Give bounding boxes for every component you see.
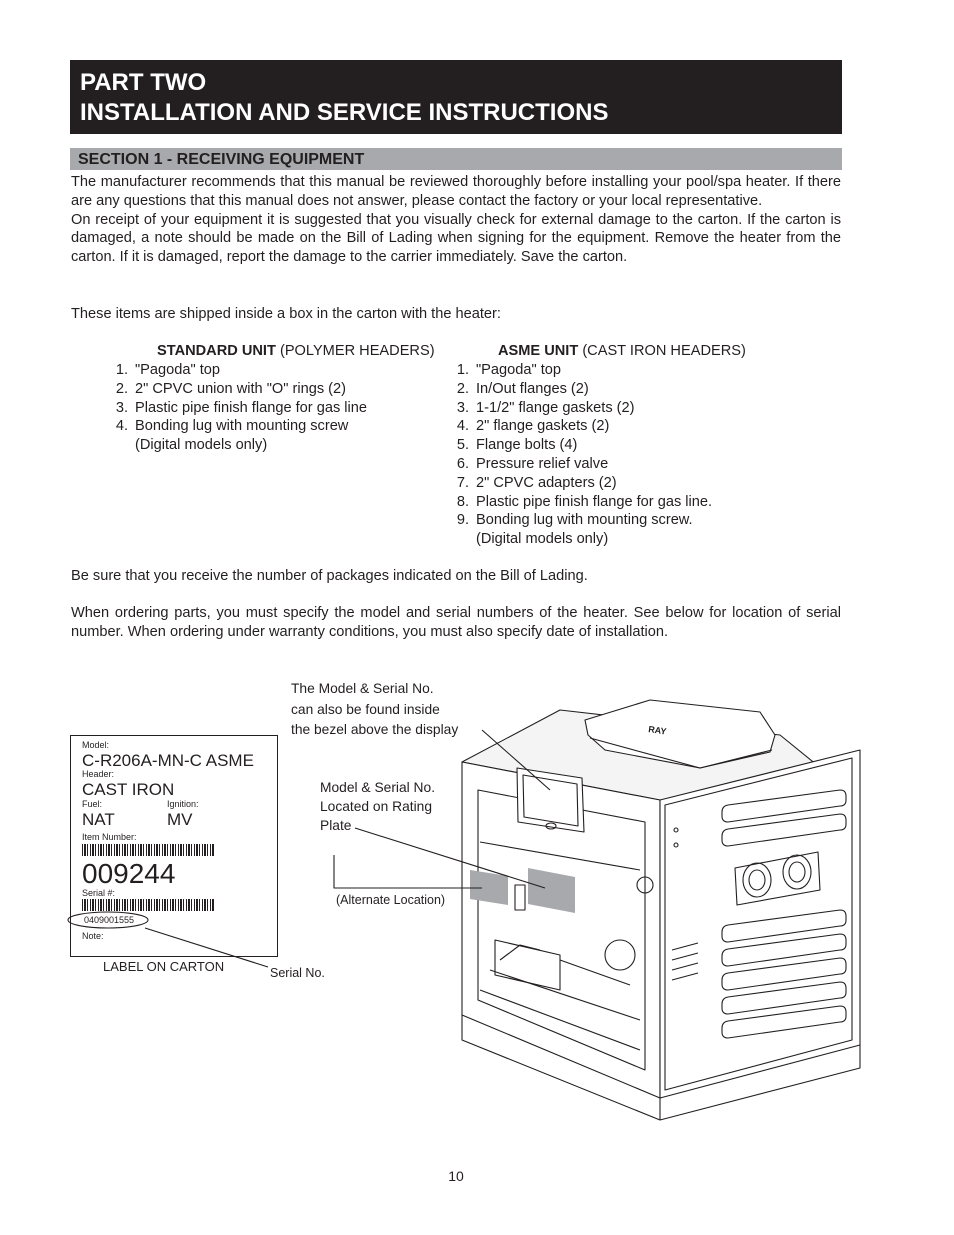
asme-unit-title-bold: ASME UNIT [498, 343, 579, 359]
list-item-text: Bonding lug with mounting screw [135, 418, 349, 435]
list-item-text: Flange bolts (4) [476, 437, 578, 454]
list-item-text: Plastic pipe finish flange for gas line. [476, 493, 713, 510]
paragraph-1: The manufacturer recommends that this manual be reviewed thoroughly before installing your pool/spa heater. If there are any questions that this manual does not answer, please contact the factory or your local representative. [71, 174, 841, 209]
list-item-text: "Pagoda" top [135, 362, 221, 378]
list-item-text: (Digital models only) [476, 531, 609, 548]
list-item-number: 2. [115, 380, 128, 397]
alternate-location-caption: (Alternate Location) [336, 893, 446, 907]
plate-callout-line-2: Located on Rating [320, 799, 432, 814]
list-item-text: In/Out flanges (2) [476, 380, 589, 397]
paragraph-4: Be sure that you receive the number of packages indicated on the Bill of Lading. [71, 568, 588, 584]
list-item-text: Plastic pipe finish flange for gas line [135, 399, 368, 416]
list-item-text: Pressure relief valve [476, 455, 609, 472]
list-item-number: 4. [115, 418, 128, 435]
list-item-number: 5. [456, 437, 469, 454]
section-title: SECTION 1 - RECEIVING EQUIPMENT [70, 148, 842, 170]
list-item-text: "Pagoda" top [476, 362, 562, 378]
asme-unit-title-rest: (CAST IRON HEADERS) [578, 343, 746, 359]
standard-unit-title-rest: (POLYMER HEADERS) [275, 343, 435, 359]
list-item-number: 7. [456, 474, 469, 491]
paragraph-5: When ordering parts, you must specify the model and serial numbers of the heater. See below for location of serial number. When ordering under warranty conditions, you must also specify date of installation. [71, 605, 841, 640]
list-item-text: 2" flange gaskets (2) [476, 418, 610, 435]
plate-callout-line-1: Model & Serial No. [320, 780, 436, 795]
list-item-text: Bonding lug with mounting screw. [476, 512, 693, 529]
label-ignition-caption: Ignition: [167, 799, 199, 809]
list-item-text: 2" CPVC union with "O" rings (2) [135, 380, 347, 397]
label-fuel-value: NAT [82, 810, 115, 829]
list-item-number: 3. [456, 399, 469, 416]
banner-line-1: PART TWO [80, 69, 207, 96]
label-on-carton-caption: LABEL ON CARTON [103, 959, 225, 974]
label-note-caption: Note: [82, 931, 104, 941]
label-header-caption: Header: [82, 769, 115, 779]
serial-highlight-ellipse [68, 912, 148, 928]
paragraph-2: On receipt of your equipment it is suggested that you visually check for external damage to the carton. If the carton is damaged, a note should be made on the Bill of Lading when signing for the equipment. Remove the heater from the carton. If it is damaged, report the damage to the carrier immediately. Save the carton. [71, 211, 841, 266]
serial-no-caption: Serial No. [270, 966, 325, 980]
label-serial-value: 0409001555 [84, 915, 135, 925]
label-header-value: CAST IRON [82, 780, 175, 799]
label-fuel-caption: Fuel: [82, 799, 103, 809]
list-item-number: 9. [456, 512, 469, 529]
alternate-leader-line [334, 855, 482, 888]
label-item-number-value: 009244 [82, 858, 176, 889]
list-item-number: 3. [115, 399, 128, 416]
label-item-number-caption: Item Number: [82, 832, 137, 842]
list-item-number: 6. [456, 455, 469, 472]
label-serial-caption: Serial #: [82, 888, 116, 898]
bezel-callout-line-2: can also be found inside [291, 701, 440, 717]
plate-callout-line-3: Plate [320, 818, 352, 833]
banner-line-2: INSTALLATION AND SERVICE INSTRUCTIONS [80, 99, 609, 126]
list-item-text: 1-1/2" flange gaskets (2) [476, 399, 635, 416]
label-ignition-value: MV [167, 810, 193, 829]
bezel-callout-line-3: the bezel above the display [291, 722, 459, 737]
list-item-number: 1. [115, 362, 128, 378]
list-item-number: 4. [456, 418, 469, 435]
label-model-value: C-R206A-MN-C ASME [82, 751, 254, 770]
list-item-text: (Digital models only) [135, 437, 268, 454]
page-number: 10 [448, 1168, 464, 1184]
list-item-text: 2" CPVC adapters (2) [476, 474, 617, 491]
list-item-number: 1. [456, 362, 469, 378]
list-item-number: 2. [456, 380, 469, 397]
paragraph-3: These items are shipped inside a box in the carton with the heater: [71, 306, 501, 322]
standard-unit-title-bold: STANDARD UNIT [157, 343, 276, 359]
list-item-number: 8. [456, 493, 469, 510]
label-model-caption: Model: [82, 740, 110, 750]
serial-leader-line [145, 928, 268, 967]
bezel-callout-line-1: The Model & Serial No. [291, 681, 434, 696]
pagoda-logo: RAY [647, 724, 668, 737]
